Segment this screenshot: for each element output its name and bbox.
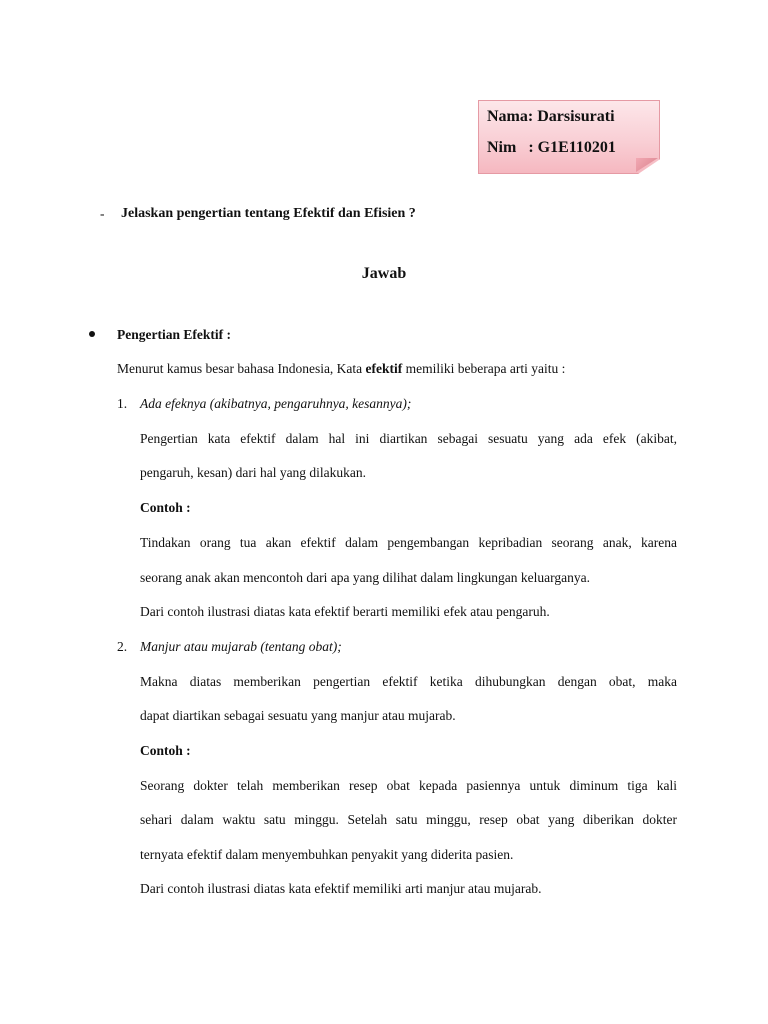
intro-keyword: efektif [365, 361, 403, 376]
student-name: Nama: Darsisurati [487, 108, 615, 125]
item-1-conclusion: Dari contoh ilustrasi diatas kata efektif berarti memiliki efek atau pengaruh. [140, 604, 550, 619]
question-dash: - [100, 206, 105, 221]
bullet-icon [89, 331, 95, 337]
item-2-number: 2. [117, 639, 128, 654]
item-2-paragraph-line-1: Makna diatas memberikan pengertian efektif ketika dihubungkan dengan obat, maka [140, 674, 677, 689]
question-text: Jelaskan pengertian tentang Efektif dan Efisien ? [121, 206, 416, 221]
item-2-example-line-3: ternyata efektif dalam menyembuhkan penyakit yang diderita pasien. [140, 847, 514, 862]
item-2-example-line-1: Seorang dokter telah memberikan resep obat kepada pasiennya untuk diminum tiga kali [140, 778, 677, 793]
item-1-paragraph-line-1: Pengertian kata efektif dalam hal ini diartikan sebagai sesuatu yang ada efek (akibat, [140, 431, 677, 446]
item-2-paragraph-line-2: dapat diartikan sebagai sesuatu yang manjur atau mujarab. [140, 708, 456, 723]
item-2-conclusion: Dari contoh ilustrasi diatas kata efektif memiliki arti manjur atau mujarab. [140, 881, 542, 896]
item-2-example-label: Contoh : [140, 743, 191, 758]
section-intro: Menurut kamus besar bahasa Indonesia, Kata efektif memiliki beberapa arti yaitu : [117, 361, 566, 376]
student-nim: Nim : G1E110201 [487, 139, 616, 156]
item-2-heading: Manjur atau mujarab (tentang obat); [140, 639, 342, 654]
item-1-example-label: Contoh : [140, 500, 191, 515]
item-1-heading: Ada efeknya (akibatnya, pengaruhnya, kesannya); [140, 396, 412, 411]
answer-heading: Jawab [361, 265, 407, 282]
item-1-number: 1. [117, 396, 128, 411]
item-1-example-line-1: Tindakan orang tua akan efektif dalam pengembangan kepribadian seorang anak, karena [140, 535, 677, 550]
item-1-paragraph-line-2: pengaruh, kesan) dari hal yang dilakukan. [140, 465, 367, 480]
section-title: Pengertian Efektif : [117, 327, 231, 342]
item-2-example-line-2: sehari dalam waktu satu minggu. Setelah satu minggu, resep obat yang diberikan dokter [140, 812, 677, 827]
item-1-example-line-2: seorang anak akan mencontoh dari apa yang dilihat dalam lingkungan keluarganya. [140, 570, 590, 585]
